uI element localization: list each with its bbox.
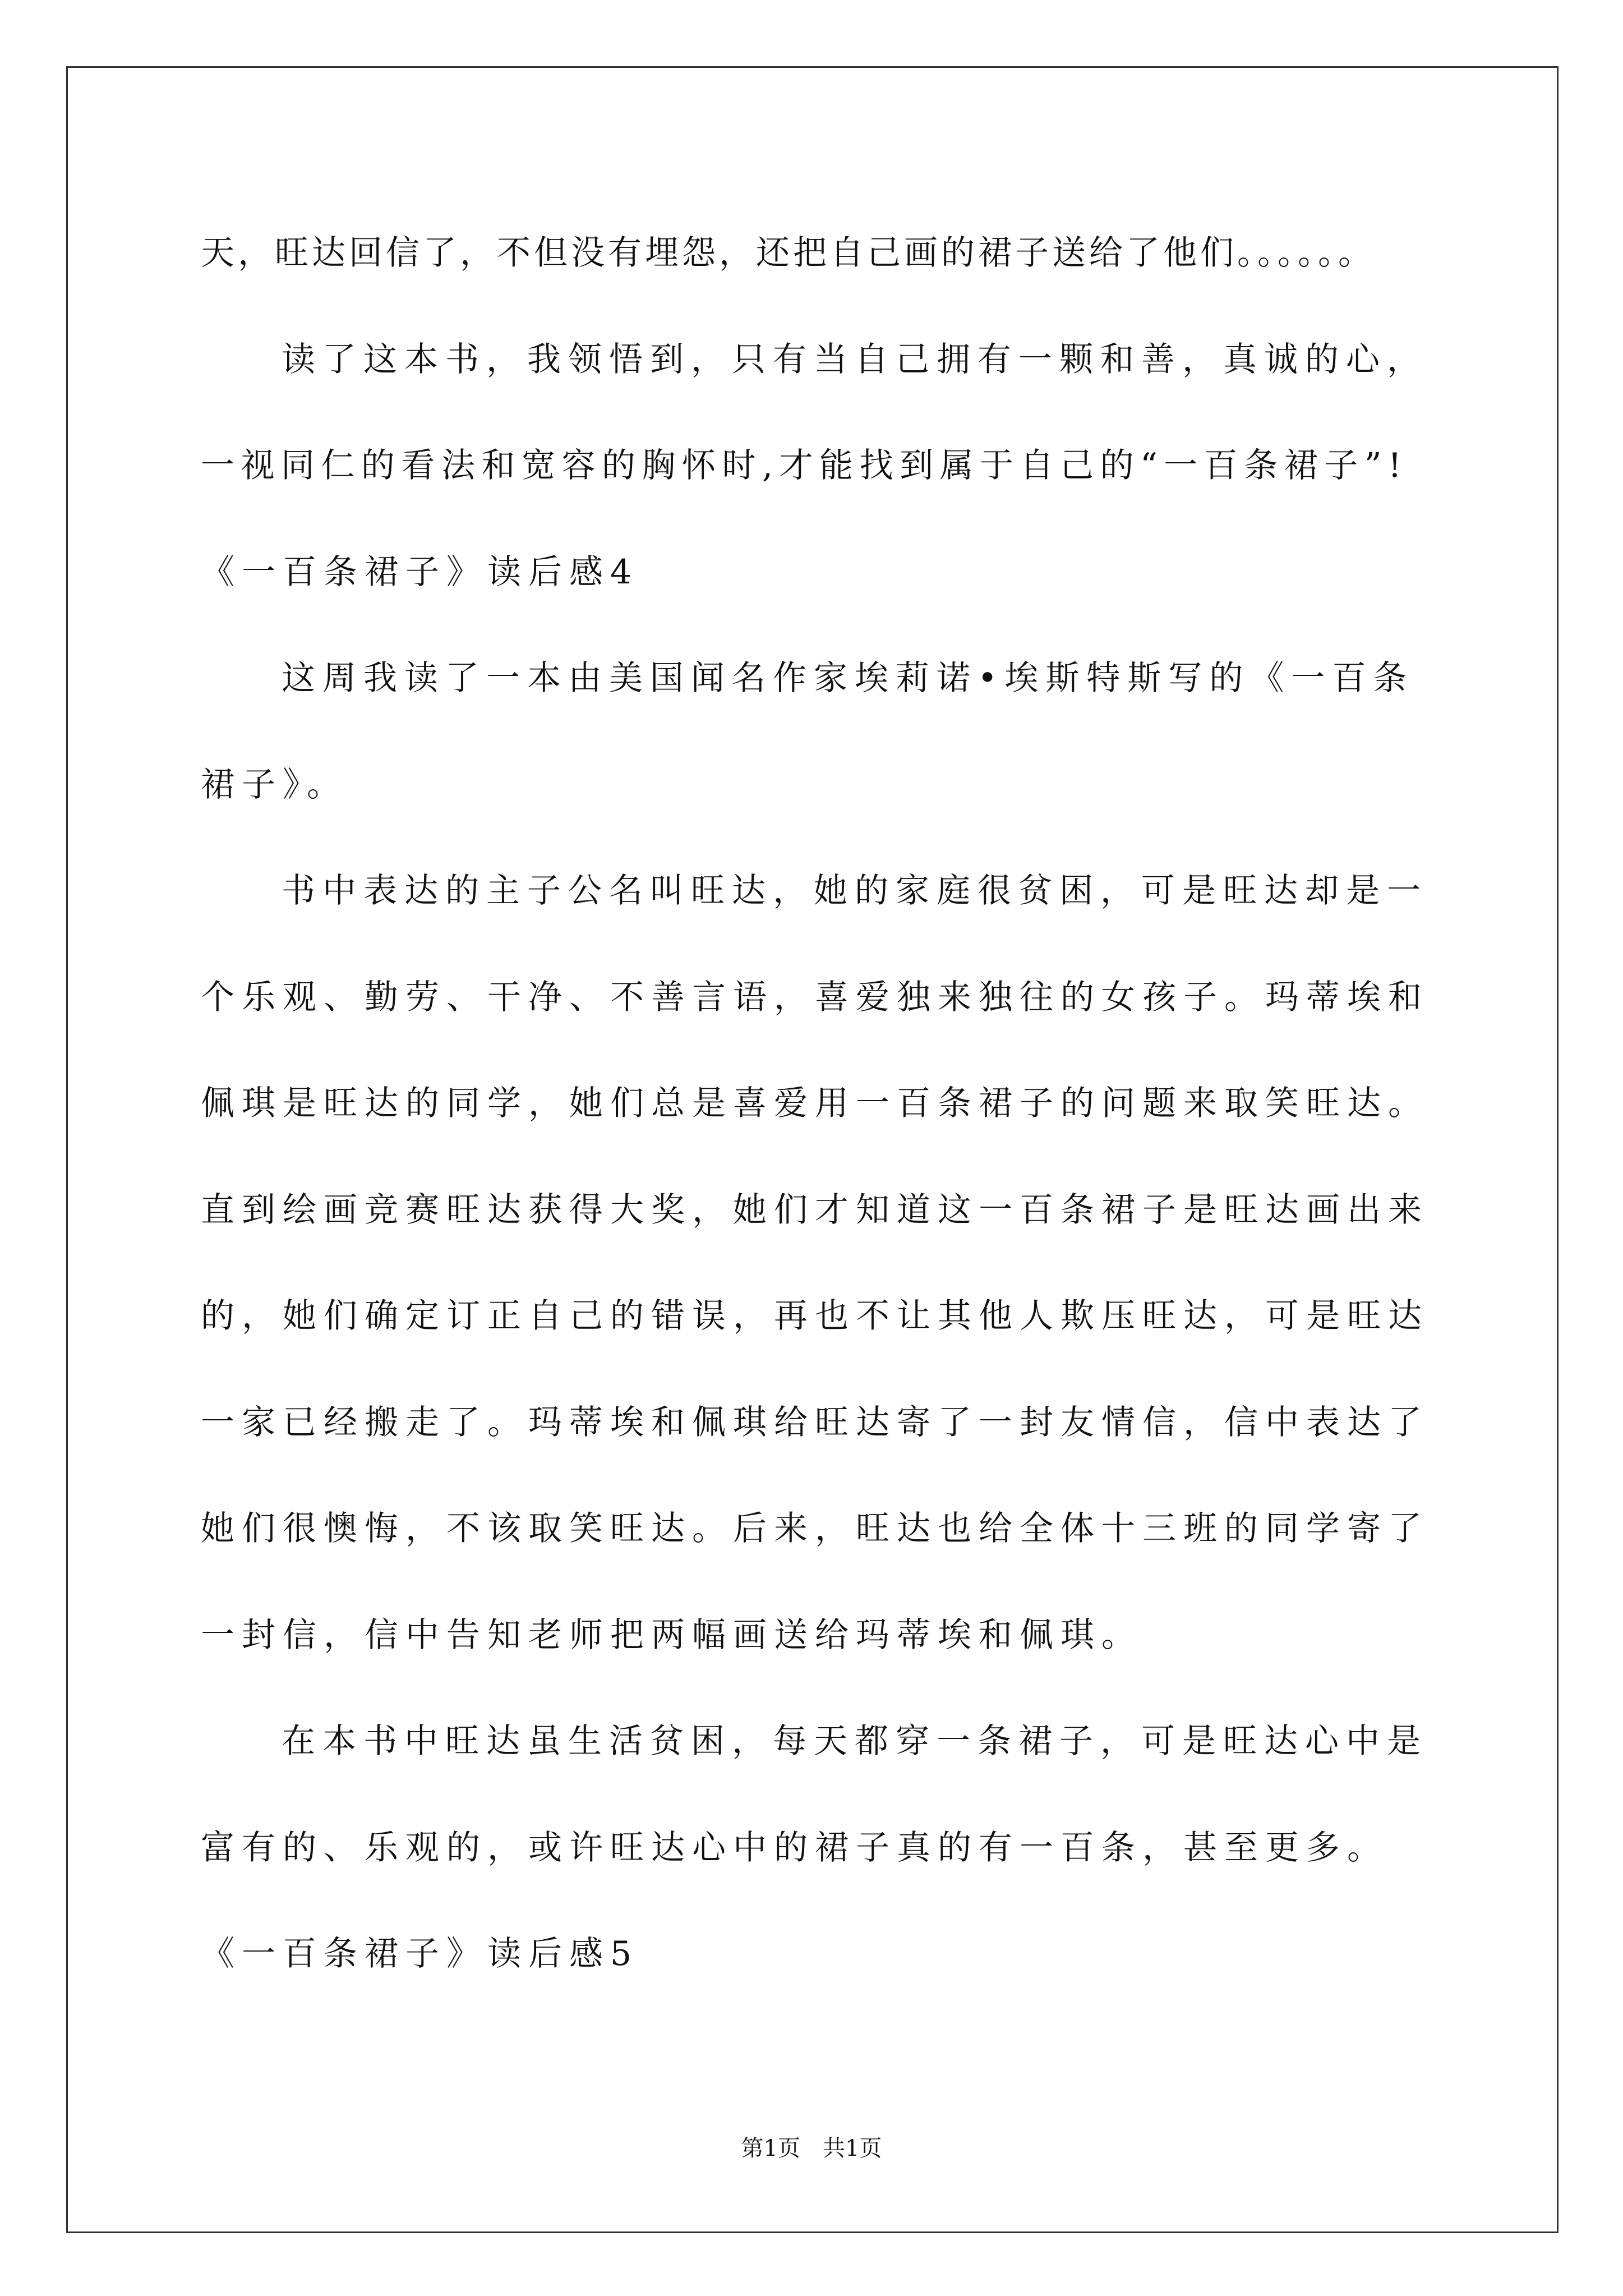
paragraph-first-line: 书中表达的主子公名叫旺达，她的家庭很贫困，可是旺达却是一 <box>282 871 1428 910</box>
paragraph-first-line: 这周我读了一本由美国闻名作家埃莉诺•埃斯特斯写的《一百条 <box>282 659 1414 698</box>
text-line: 直到绘画竞赛旺达获得大奖，她们才知道这一百条裙子是旺达画出来 <box>201 1190 1429 1230</box>
document-body <box>201 200 1536 2008</box>
text-line: 天，旺达回信了，不但没有埋怨，还把自己画的裙子送给了他们。。。。。。 <box>201 233 1375 273</box>
page-footer-label: 第1页 共1页 <box>741 2136 882 2161</box>
section-heading: 《一百条裙子》读后感4 <box>201 552 639 592</box>
text-line: 佩琪是旺达的同学，她们总是喜爱用一百条裙子的问题来取笑旺达。 <box>201 1084 1429 1123</box>
text-line: 的，她们确定订正自己的错误，再也不让其他人欺压旺达，可是旺达 <box>201 1296 1429 1336</box>
section-heading: 《一百条裙子》读后感5 <box>201 1934 639 1973</box>
text-line: 一家已经搬走了。玛蒂埃和佩琪给旺达寄了一封友情信，信中表达了 <box>201 1402 1429 1442</box>
text-line: 她们很懊悔，不该取笑旺达。后来，旺达也给全体十三班的同学寄了 <box>201 1509 1429 1548</box>
text-line: 个乐观、勤劳、干净、不善言语，喜爱独来独往的女孩子。玛蒂埃和 <box>201 977 1429 1017</box>
text-line: 一封信，信中告知老师把两幅画送给玛蒂埃和佩琪。 <box>201 1615 1142 1655</box>
text-line: 裙子》。 <box>201 765 348 804</box>
text-line: 一视同仁的看法和宽容的胸怀时,才能找到属于自己的“一百条裙子”! <box>201 446 1408 485</box>
paragraph-first-line: 读了这本书，我领悟到，只有当自己拥有一颗和善，真诚的心， <box>282 339 1428 379</box>
text-line: 富有的、乐观的，或许旺达心中的裙子真的有一百条，甚至更多。 <box>201 1828 1388 1867</box>
paragraph-first-line: 在本书中旺达虽生活贫困，每天都穿一条裙子，可是旺达心中是 <box>282 1722 1428 1761</box>
